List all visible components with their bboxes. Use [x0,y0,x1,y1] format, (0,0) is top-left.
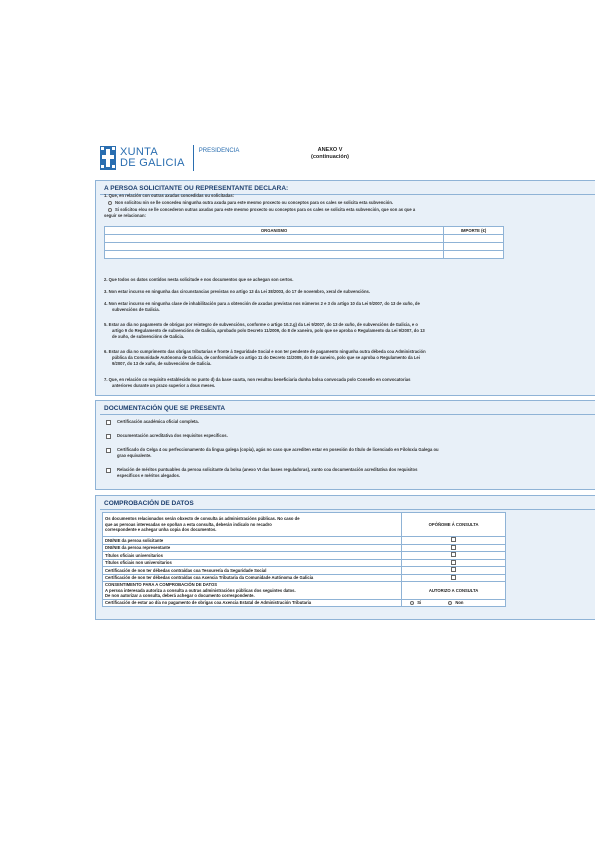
oppose-checkbox[interactable] [451,575,456,580]
no-label: Non [455,600,464,606]
doc-item-line-2: específicos e méritos alegados. [117,473,181,478]
annex-line-2: (continuación) [311,154,349,160]
yes-label: Si [417,600,422,606]
doc-item-text [117,419,199,425]
table-row [105,251,504,259]
galicia-cross-icon [100,146,116,170]
doc-item-line-1: Relación de méritos puntuables da persoa solicitante da bolsa (anexo VI das bases reguladoras), xunto coa documentación acreditativa dos requisitos [117,467,418,472]
oppose-cell [402,552,506,560]
oppose-cell [402,559,506,567]
item-6-line-1: 6. Estar ao día no cumprimento das obrigas tributarias e fronte á Seguridade Social e non ter pendente de pagamento ningunha outra débeda coa Administración [104,349,426,354]
doc-item [106,467,417,479]
yes-radio[interactable] [410,601,414,605]
logo-line-2: DE GALICIA [120,157,185,169]
table-row [103,544,506,552]
declaration-item-2: 2. Que todos os datos contidos nesta solicitude e nos documentos que se achegan son certos. [104,277,294,282]
row-label: Certificación de non ter débedas contraídas coa Axencia Tributaria da Comunidade Autónoma de Galicia [103,574,402,582]
oppose-checkbox[interactable] [451,567,456,572]
item-6-line-2: pública da Comunidade Autónoma de Galicia, de conformidade co artigo 11 do Decreto 11/2009, do 8 de xaneiro, polo que se aproba o Regulamento da Lei [112,355,420,360]
row-label: DNI/NIE da persoa representante [103,544,402,552]
declaration-section [95,180,595,396]
doc-item [106,433,228,439]
table-row [103,574,506,582]
option-a-row [108,200,393,206]
aid-table [104,226,504,259]
doc-item-text [117,467,417,479]
documentation-section [95,400,595,490]
item-5-line-2: artigo 9 do Regulamento de subvencións de Galicia, aprobado polo Decreto 11/2009, do 8 de xaneiro, polo que se aproba o Regulamento da Lei 9/2007, do 13 [112,328,425,333]
row-label: Títulos oficiais non universitarios [103,559,402,567]
doc-item [106,447,439,459]
item-5-line-3: de xuño, de subvencións de Galicia. [112,334,185,339]
doc-item-text [117,433,228,439]
declaration-item-4 [104,301,420,313]
organismo-input[interactable] [105,243,444,251]
oppose-checkbox[interactable] [451,537,456,542]
doc-item-line-1: Certificado do Celga 4 ou perfeccionamento da lingua galega (copia), agás no caso que acrediten estar en posesión do título de licenciado en Filoloxía Galega ou [117,447,439,452]
section-divider [100,414,595,415]
intro-line-1: Os documentos relacionados serán obxecto de consulta ás administracións públicas. No caso de [105,516,300,522]
logo-line-1: XUNTA [120,146,158,158]
option-b-text-2: seguir se relacionan: [104,213,146,218]
oppose-checkbox[interactable] [451,552,456,557]
consent-line-1: A persoa interesada autoriza a consulta a outras administracións públicas dos seguintes datos. [105,587,296,593]
option-b-text: Si solicitou e/ou se lle concederon outras axudas para este mesmo proxecto ou conceptos para os cales se solicita esta subvención, que son as que a [115,207,416,212]
oppose-cell [402,544,506,552]
doc-checkbox[interactable] [106,468,111,473]
consent-text [103,582,402,600]
table-row [103,600,506,607]
authorize-options [402,600,506,607]
consent-row-label: Certificación de estar ao día no pagamento de obrigas coa Axencia Estatal de Administración Tributaria [103,600,402,607]
verification-section [95,495,595,620]
intro-line-3: correspondente e achegar unha copia dos documentos. [105,527,217,533]
intro-text [103,513,402,537]
logo-separator [193,145,194,171]
row-label: Certificación de non ter débedas contraídas coa Tesourería da Seguridade Social [103,567,402,575]
option-a-radio[interactable] [108,201,112,205]
xunta-logo [100,145,239,171]
row-label: Títulos oficiais universitarios [103,552,402,560]
option-a-text: Non solicitou nin se lle concedeu ningunha outra axuda para este mesmo proxecto ou conceptos para os cales se solicita esta subvención. [115,200,394,205]
importe-input[interactable] [444,243,504,251]
logo-text [120,147,185,169]
annex-title [295,147,365,161]
declaration-item-6 [104,349,426,367]
document-header [100,143,520,183]
doc-checkbox[interactable] [106,448,111,453]
verification-title: COMPROBACIÓN DE DATOS [104,500,194,507]
oppose-cell [402,537,506,545]
oppose-cell [402,574,506,582]
documentation-title: DOCUMENTACIÓN QUE SE PRESENTA [104,405,226,412]
item-7-line-2: anteriores durante un prazo superior a dous meses. [112,383,216,388]
doc-item-line-2: grao equivalente. [117,453,152,458]
column-organismo: ORGANISMO [105,227,444,235]
no-radio[interactable] [448,601,452,605]
doc-item-line-1: Documentación acreditativa dos requisitos específicos. [117,433,228,438]
importe-input[interactable] [444,251,504,259]
declaration-item-7 [104,377,410,389]
section-divider [100,509,595,510]
oppose-header: OPÓÑOME Á CONSULTA [402,513,506,537]
importe-input[interactable] [444,235,504,243]
option-b-radio[interactable] [108,208,112,212]
declaration-title: A PERSOA SOLICITANTE OU REPRESENTANTE DECLARA: [104,185,289,192]
table-row [103,559,506,567]
department-label: PRESIDENCIA [198,148,240,154]
table-row [105,243,504,251]
declaration-item-3: 3. Non estar incurso en ningunha das circunstancias previstas no artigo 13 da Lei 38/2003, do 17 de novembro, xeral de subvencións. [104,289,370,294]
intro-row [103,513,506,537]
verification-table [102,512,506,607]
table-row [103,552,506,560]
consent-title: CONSENTIMENTO PARA A COMPROBACIÓN DE DATOS [105,582,218,588]
authorize-header: AUTORIZO A CONSULTA [402,582,506,600]
item-4-line-1: 4. Non estar incurso en ningunha clase de inhabilitación para a obtención de axudas previstas nos números 2 e 3 do artigo 10 da Lei 9/2007, do 13 de xuño, de [104,301,420,306]
consent-row [103,582,506,600]
doc-item [106,419,199,425]
consent-line-2: De non autorizar a consulta, deberá achegar o documento correspondente. [105,593,255,599]
item-6-line-3: 9/2007, do 13 de xuño, de subvencións de Galicia. [112,361,212,366]
annex-line-1: ANEXO V [317,147,343,153]
table-row [103,537,506,545]
declaration-item-1: 1. Que, en relación con outras axudas concedidas ou solicitadas: [104,193,235,198]
oppose-checkbox[interactable] [451,560,456,565]
option-b-row [108,207,415,213]
column-importe: IMPORTE (€) [444,227,504,235]
doc-checkbox[interactable] [106,434,111,439]
doc-item-line-1: Certificación académica oficial completa. [117,419,199,424]
doc-checkbox[interactable] [106,420,111,425]
oppose-cell [402,567,506,575]
item-4-line-2: subvencións de Galicia. [112,307,160,312]
organismo-input[interactable] [105,251,444,259]
doc-item-text [117,447,439,459]
row-label: DNI/NIE da persoa solicitante [103,537,402,545]
table-row [105,235,504,243]
intro-line-2: que as persoas interesadas se opoñan a esta consulta, deberán indicalo no recadro [105,521,272,527]
oppose-checkbox[interactable] [451,545,456,550]
item-7-line-1: 7. Que, en relación co requisito establecido no punto d) da base cuarta, non resultou beneficiaria dunha bolsa convocada polo Consello en convocatorias [104,377,411,382]
organismo-input[interactable] [105,235,444,243]
table-row [103,567,506,575]
item-5-line-1: 5. Estar ao día no pagamento de obrigas por reintegro de subvencións, conforme o artigo 10.2.g) da Lei 9/2007, do 13 de xuño, de subvencións de Galicia, e o [104,322,418,327]
declaration-item-5 [104,322,425,340]
